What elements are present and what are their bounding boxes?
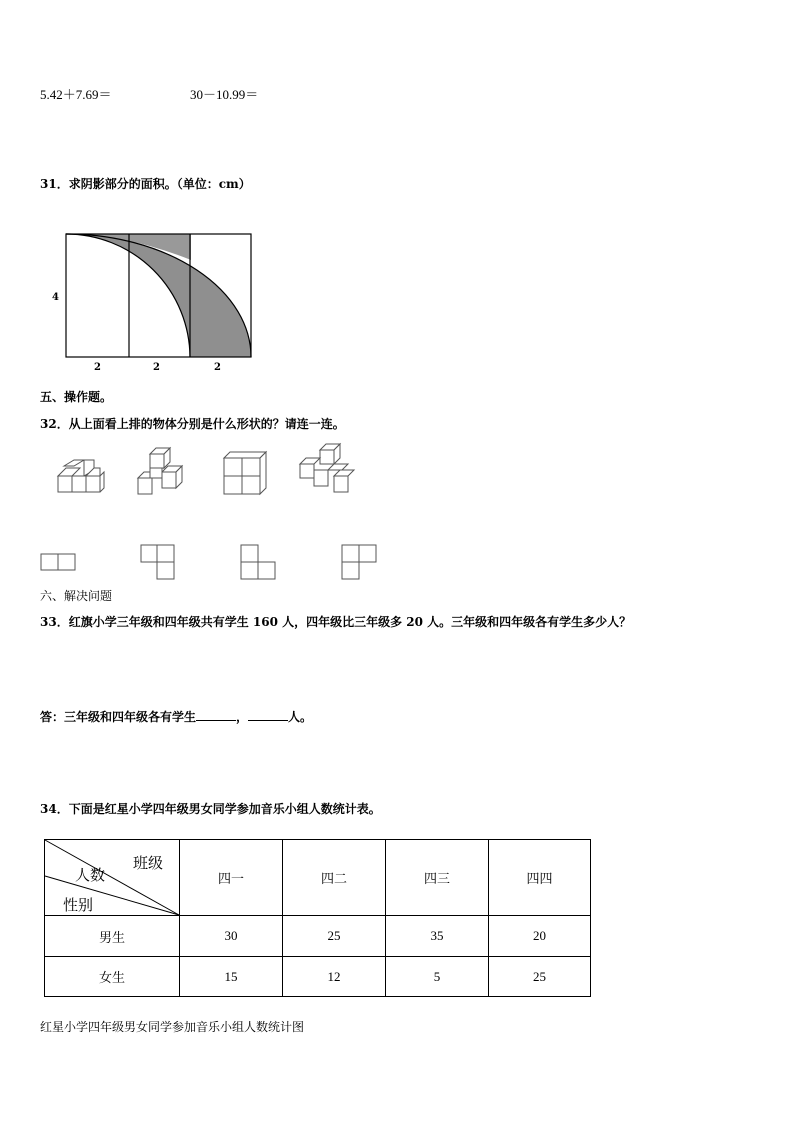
top-view-shape-3 bbox=[240, 544, 276, 580]
column-header: 四三 bbox=[386, 840, 489, 916]
section5-title: 五、操作题。 bbox=[40, 390, 113, 404]
table-cell: 30 bbox=[180, 916, 283, 957]
cube-figure-2 bbox=[136, 446, 188, 498]
q33-title: 33．红旗小学三年级和四年级共有学生 160 人，四年级比三年级多 20 人。三年级和四年级各有学生多少人？ bbox=[40, 615, 632, 629]
table-cell: 35 bbox=[386, 916, 489, 957]
header-count-label: 人数 bbox=[75, 866, 106, 884]
table-cell: 20 bbox=[489, 916, 591, 957]
answer-suffix: 人。 bbox=[288, 710, 313, 724]
header-gender-label: 性别 bbox=[63, 896, 94, 914]
header-class-label: 班级 bbox=[133, 854, 164, 872]
row-label: 女生 bbox=[45, 957, 180, 997]
top-view-shape-2 bbox=[140, 544, 176, 580]
table-cell: 25 bbox=[283, 916, 386, 957]
section6-title: 六、解决问题 bbox=[40, 589, 113, 603]
table-cell: 15 bbox=[180, 957, 283, 997]
column-header: 四四 bbox=[489, 840, 591, 916]
table-cell: 12 bbox=[283, 957, 386, 997]
row-label: 男生 bbox=[45, 916, 180, 957]
cube-figure-1 bbox=[56, 456, 106, 496]
top-view-shape-4 bbox=[341, 544, 377, 580]
answer-separator: ， bbox=[236, 710, 249, 724]
column-header: 四一 bbox=[180, 840, 283, 916]
q32-title: 32．从上面看上排的物体分别是什么形状的？请连一连。 bbox=[40, 417, 345, 431]
chart-caption: 红星小学四年级男女同学参加音乐小组人数统计图 bbox=[40, 1020, 305, 1034]
calc-expression-1: 5.42＋7.69＝ bbox=[40, 87, 112, 102]
table-cell: 25 bbox=[489, 957, 591, 997]
q33-answer bbox=[40, 707, 312, 725]
top-view-shape-1 bbox=[40, 552, 76, 572]
table-row bbox=[45, 957, 591, 997]
width-label-3: 2 bbox=[214, 362, 221, 373]
width-label-1: 2 bbox=[94, 362, 101, 373]
calc-expression-2: 30－10.99＝ bbox=[190, 87, 259, 102]
q31-title: 31．求阴影部分的面积。（单位：cm） bbox=[40, 177, 251, 191]
height-label: 4 bbox=[52, 292, 59, 303]
answer-blank-2[interactable] bbox=[248, 707, 288, 721]
q31-shaded-area-figure bbox=[60, 228, 260, 368]
statistics-table bbox=[44, 839, 591, 997]
cube-figure-4 bbox=[298, 442, 354, 496]
table-cell: 5 bbox=[386, 957, 489, 997]
table-row bbox=[45, 916, 591, 957]
answer-prefix: 答：三年级和四年级各有学生 bbox=[40, 710, 197, 724]
width-label-2: 2 bbox=[153, 362, 160, 373]
column-header: 四二 bbox=[283, 840, 386, 916]
table-corner-header bbox=[45, 840, 180, 916]
cube-figure-3 bbox=[220, 450, 270, 496]
answer-blank-1[interactable] bbox=[196, 707, 236, 721]
q34-title: 34．下面是红星小学四年级男女同学参加音乐小组人数统计表。 bbox=[40, 802, 381, 816]
